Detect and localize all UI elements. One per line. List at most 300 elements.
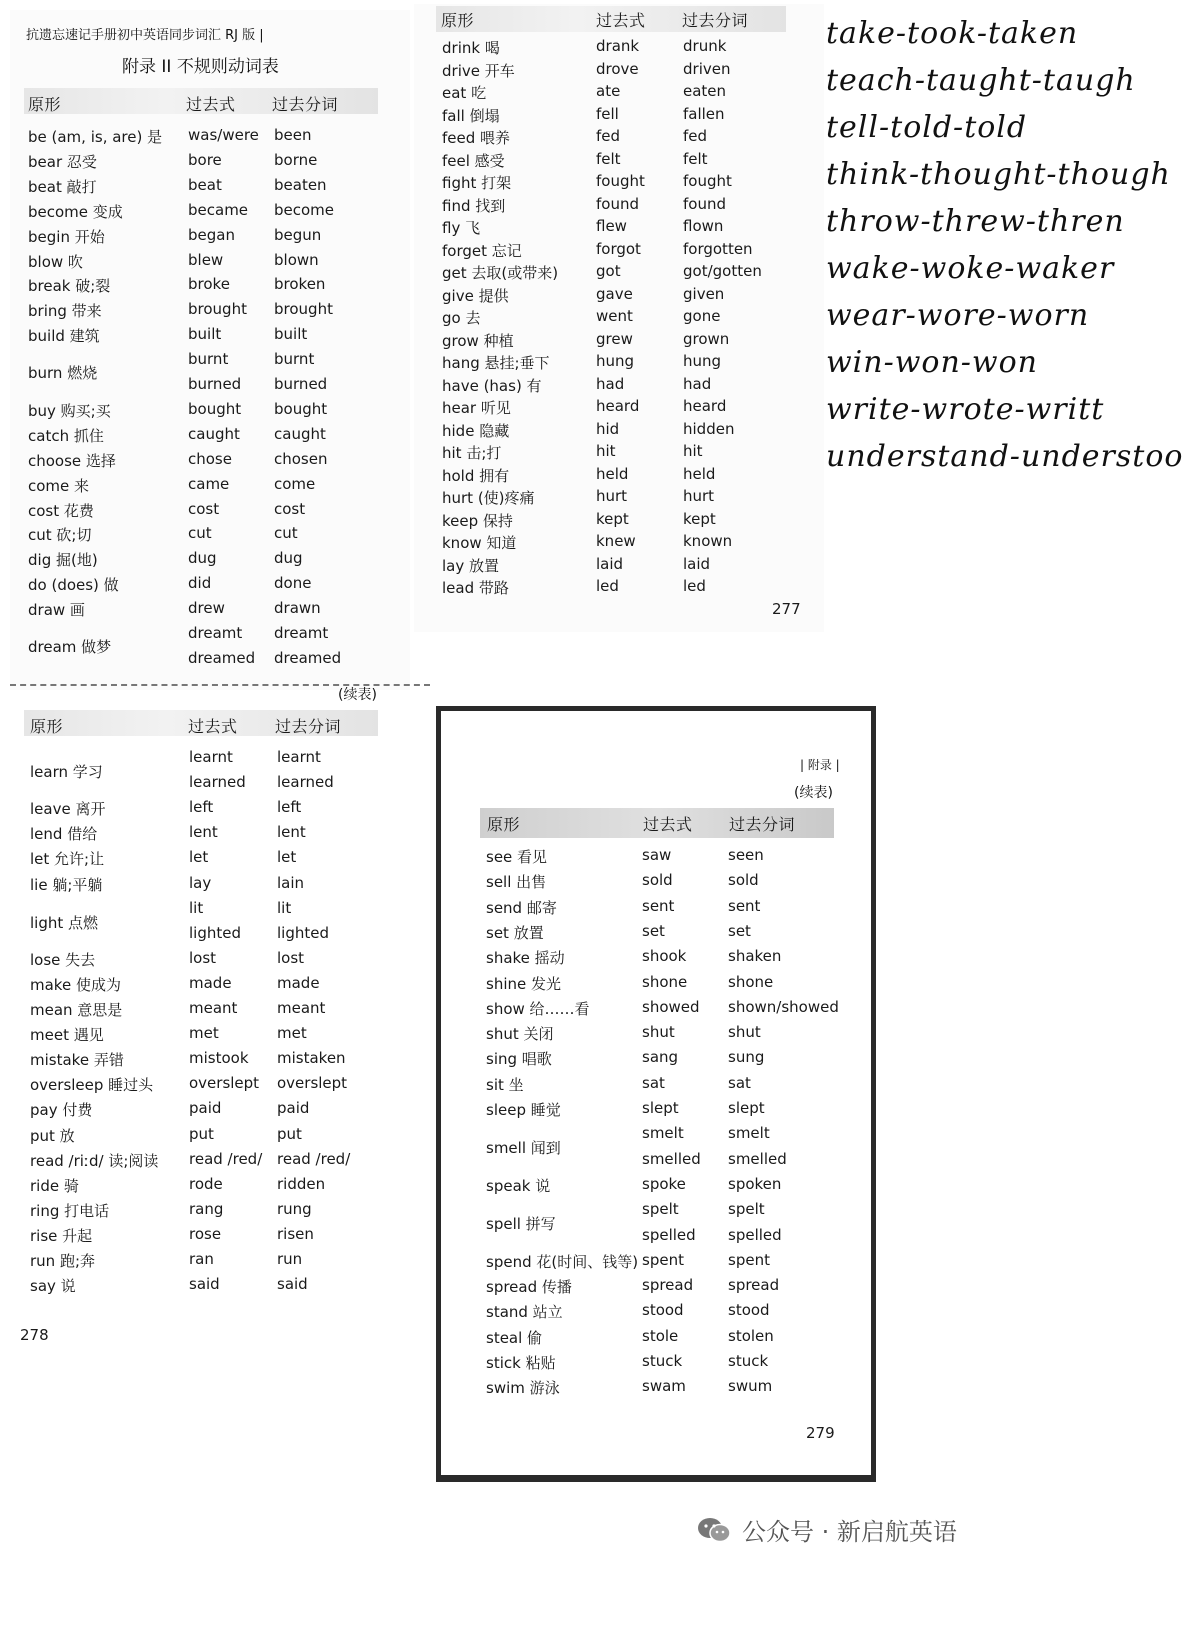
- verb-past-participle: lost: [277, 948, 305, 967]
- verb-past-participle: learnt: [277, 748, 321, 766]
- verb-base: pay 付费: [30, 1101, 93, 1120]
- col-base-label: 原形: [487, 815, 521, 834]
- verb-past-participle: spent: [728, 1250, 770, 1269]
- verb-past: lost: [189, 948, 217, 967]
- verb-past: gave: [596, 284, 633, 303]
- verb-past: lit: [189, 898, 204, 917]
- verb-base: make 使成为: [30, 975, 121, 994]
- verb-past-participle: met: [277, 1024, 307, 1043]
- verb-past-participle: meant: [277, 999, 326, 1017]
- verb-past-participle: drunk: [683, 37, 727, 55]
- verb-base: be (am, is, are) 是: [28, 128, 163, 146]
- handwritten-line: wake-woke-waker: [826, 251, 1115, 286]
- verb-base: come 来: [28, 476, 90, 495]
- verb-past-participle: broken: [274, 275, 326, 294]
- verb-past: caught: [188, 424, 240, 443]
- verb-past: broke: [188, 275, 230, 294]
- verb-past: shone: [642, 972, 688, 991]
- col-pp-label: 过去分词: [272, 95, 339, 114]
- verb-base: sell 出售: [486, 873, 547, 892]
- verb-past: paid: [189, 1099, 222, 1118]
- handwritten-line: throw-threw-thren: [826, 204, 1125, 239]
- verb-past: slept: [642, 1099, 679, 1117]
- verb-base: fight 打架: [442, 174, 512, 192]
- col-base-label: 原形: [28, 95, 62, 114]
- handwritten-line: write-wrote-writt: [826, 392, 1105, 427]
- verb-base: fall 倒塌: [442, 106, 500, 125]
- col-past-label: 过去式: [643, 815, 693, 834]
- verb-past-participle: caught: [274, 424, 326, 443]
- verb-past-participle: run: [277, 1250, 303, 1268]
- wechat-icon: [696, 1516, 732, 1544]
- verb-base: hurt (使)疼痛: [442, 489, 535, 507]
- verb-past: found: [596, 194, 639, 213]
- verb-past-participle: dreamt: [274, 624, 329, 642]
- verb-past-participle: spelt: [728, 1200, 765, 1219]
- verb-past: grew: [596, 329, 633, 348]
- verb-past: came: [188, 474, 230, 493]
- verb-past: began: [188, 225, 235, 244]
- verb-base: hit 击;打: [442, 444, 502, 462]
- verb-past-participle: given: [683, 284, 725, 303]
- col-pp-label: 过去分词: [275, 717, 342, 736]
- verb-base: sit 坐: [486, 1075, 524, 1094]
- verb-past-participle: burnt: [274, 350, 315, 369]
- verb-base: stick 粘贴: [486, 1354, 556, 1372]
- verb-past-alt: spelled: [642, 1225, 696, 1244]
- verb-past-participle: risen: [277, 1224, 314, 1243]
- page-number-279: 279: [806, 1424, 835, 1442]
- verb-past: bore: [188, 150, 222, 169]
- verb-past: learnt: [189, 748, 233, 766]
- verb-past: knew: [596, 532, 636, 550]
- verb-past-participle: cost: [274, 499, 306, 518]
- verb-past-participle: drawn: [274, 599, 321, 618]
- verb-past: lay: [189, 873, 212, 892]
- verb-past-participle: grown: [683, 329, 730, 348]
- verb-past-participle: smelt: [728, 1124, 770, 1143]
- verb-past: hid: [596, 419, 620, 438]
- verb-past-participle: flown: [683, 217, 724, 235]
- verb-past-participle: stuck: [728, 1352, 769, 1370]
- verb-base: feel 感受: [442, 151, 505, 170]
- verb-base: steal 偷: [486, 1328, 543, 1347]
- verb-past-participle: found: [683, 194, 726, 213]
- verb-past-participle: shut: [728, 1023, 761, 1042]
- handwritten-line: understand-understoo: [826, 439, 1183, 474]
- verb-past: became: [188, 200, 249, 219]
- verb-base: shine 发光: [486, 974, 561, 993]
- verb-past: hung: [596, 352, 635, 370]
- verb-past-participle-alt: smelled: [728, 1149, 787, 1168]
- verb-past: dug: [188, 549, 217, 568]
- verb-past: sang: [642, 1048, 679, 1067]
- verb-base: choose 选择: [28, 451, 116, 470]
- verb-base: know 知道: [442, 534, 517, 552]
- verb-past: chose: [188, 449, 232, 468]
- verb-past-participle: sent: [728, 896, 761, 915]
- verb-past: shook: [642, 947, 687, 966]
- verb-base: buy 购买;买: [28, 401, 111, 420]
- verb-past-participle: seen: [728, 846, 764, 864]
- verb-past-participle: known: [683, 532, 733, 550]
- col-pp-label: 过去分词: [729, 815, 796, 834]
- verb-past: read /red/: [189, 1149, 263, 1168]
- verb-base: spell 拼写: [486, 1215, 556, 1234]
- verb-base: bring 带来: [28, 302, 102, 321]
- verb-past-participle: hung: [683, 352, 722, 370]
- verb-past: saw: [642, 846, 672, 864]
- verb-past-alt: smelled: [642, 1149, 701, 1168]
- verb-past: dreamt: [188, 624, 243, 642]
- verb-past-participle-alt: burned: [274, 375, 328, 393]
- verb-base: send 邮寄: [486, 898, 557, 917]
- verb-base: become 变成: [28, 202, 123, 221]
- verb-base: let 允许;让: [30, 850, 105, 869]
- verb-base: dream 做梦: [28, 638, 112, 656]
- verb-base: hang 悬挂;垂下: [442, 354, 550, 372]
- verb-past: fought: [596, 172, 645, 190]
- verb-past-participle: overslept: [277, 1074, 348, 1093]
- verb-past-participle: spread: [728, 1276, 780, 1295]
- verb-base: forget 忘记: [442, 241, 522, 260]
- appendix-title: 附录 II 不规则动词表: [122, 57, 279, 77]
- verb-past-participle: set: [728, 921, 751, 940]
- verb-past: got: [596, 262, 621, 280]
- verb-past-participle: mistaken: [277, 1049, 346, 1068]
- verb-past: left: [189, 798, 214, 817]
- verb-base: meet 遇见: [30, 1026, 104, 1045]
- verb-base: lend 借给: [30, 825, 98, 844]
- handwritten-line: wear-wore-worn: [826, 298, 1090, 333]
- verb-base: get 去取(或带来): [442, 264, 559, 282]
- verb-past: felt: [596, 149, 621, 168]
- verb-base: ring 打电话: [30, 1201, 110, 1220]
- verb-base: run 跑;奔: [30, 1252, 96, 1270]
- verb-base: catch 抓住: [28, 426, 104, 445]
- handwritten-line: win-won-won: [826, 345, 1038, 380]
- verb-base: drink 喝: [442, 39, 500, 57]
- verb-base: give 提供: [442, 286, 509, 305]
- verb-past: ate: [596, 82, 621, 100]
- verb-past-participle: had: [683, 374, 712, 393]
- verb-base: hold 拥有: [442, 466, 510, 485]
- verb-past: bought: [188, 399, 242, 418]
- verb-base: find 找到: [442, 196, 506, 215]
- verb-past: put: [189, 1124, 214, 1143]
- verb-past: let: [189, 848, 209, 867]
- verb-past-participle: sat: [728, 1073, 751, 1092]
- verb-past-participle: stood: [728, 1301, 770, 1320]
- verb-base: light 点燃: [30, 913, 99, 932]
- verb-base: shut 关闭: [486, 1025, 554, 1044]
- verb-past: forgot: [596, 239, 641, 258]
- verb-past-participle: said: [277, 1275, 308, 1294]
- verb-past: stuck: [642, 1352, 683, 1370]
- verb-past-participle: lain: [277, 873, 305, 892]
- verb-base: feed 喂养: [442, 129, 511, 147]
- verb-past-participle: stolen: [728, 1326, 774, 1345]
- verb-past-alt: burned: [188, 375, 242, 393]
- verb-past-participle: let: [277, 848, 297, 867]
- verb-base: burn 燃烧: [28, 364, 98, 383]
- verb-past: brought: [188, 300, 247, 319]
- verb-past-participle: fought: [683, 172, 732, 190]
- verb-past-participle: fallen: [683, 104, 725, 123]
- verb-past: smelt: [642, 1124, 684, 1143]
- verb-past: lent: [189, 823, 218, 842]
- verb-past-participle: hidden: [683, 419, 735, 438]
- col-base-label: 原形: [441, 11, 475, 30]
- verb-past-participle: ridden: [277, 1174, 326, 1193]
- verb-past-participle-alt: learned: [277, 773, 334, 792]
- verb-past: met: [189, 1024, 219, 1043]
- verb-base: swim 游泳: [486, 1379, 560, 1398]
- verb-base: speak 说: [486, 1176, 551, 1195]
- verb-past-participle: put: [277, 1124, 302, 1143]
- verb-past-participle: lit: [277, 898, 292, 917]
- verb-past: cut: [188, 524, 212, 543]
- verb-base: shake 摇动: [486, 949, 565, 968]
- verb-past-participle: blown: [274, 250, 319, 269]
- verb-past: hurt: [596, 487, 628, 505]
- verb-past: made: [189, 973, 232, 992]
- verb-past: laid: [596, 554, 624, 573]
- page-number-278: 278: [20, 1326, 49, 1344]
- verb-base: leave 离开: [30, 800, 106, 819]
- verb-past-participle: beaten: [274, 175, 327, 194]
- verb-past-participle: spoken: [728, 1174, 782, 1193]
- verb-past: burnt: [188, 350, 229, 369]
- verb-past-participle: hurt: [683, 487, 715, 505]
- verb-past: drove: [596, 59, 639, 78]
- verb-base: oversleep 睡过头: [30, 1076, 154, 1095]
- verb-base: hide 隐藏: [442, 421, 510, 440]
- verb-past: showed: [642, 997, 700, 1016]
- verb-base: cost 花费: [28, 501, 94, 520]
- verb-past-participle: got/gotten: [683, 262, 762, 280]
- verb-base: grow 种植: [442, 331, 514, 350]
- verb-past: sent: [642, 896, 675, 915]
- verb-past: overslept: [189, 1074, 260, 1093]
- watermark: [696, 1512, 957, 1547]
- handwritten-line: take-took-taken: [826, 16, 1079, 51]
- verb-past: ran: [189, 1250, 214, 1268]
- page-number-277: 277: [772, 600, 801, 618]
- verb-past-participle: dug: [274, 549, 303, 568]
- verb-past: drew: [188, 599, 225, 618]
- verb-base: learn 学习: [30, 763, 103, 781]
- verb-past-alt: learned: [189, 773, 246, 792]
- verb-past-participle: built: [274, 325, 308, 344]
- verb-base: build 建筑: [28, 327, 100, 346]
- verb-base: lie 躺;平躺: [30, 875, 103, 894]
- col-pp-label: 过去分词: [682, 11, 749, 30]
- verb-past: stood: [642, 1301, 684, 1320]
- verb-past: fed: [596, 127, 621, 145]
- verb-base: bear 忍受: [28, 152, 97, 171]
- verb-base: go 去: [442, 309, 481, 327]
- verb-past-participle: cut: [274, 524, 298, 543]
- verb-past: rode: [189, 1174, 223, 1193]
- verb-past-participle: shone: [728, 972, 774, 991]
- verb-base: have (has) 有: [442, 376, 542, 395]
- verb-base: say 说: [30, 1277, 76, 1296]
- verb-past-participle: driven: [683, 59, 731, 78]
- verb-past-participle: fed: [683, 127, 708, 145]
- verb-past: mistook: [189, 1049, 249, 1068]
- verb-past: blew: [188, 250, 224, 269]
- verb-past: heard: [596, 397, 640, 415]
- handwritten-line: tell-told-told: [826, 110, 1028, 145]
- verb-past-participle: made: [277, 973, 320, 992]
- verb-past-participle-alt: lighted: [277, 923, 329, 942]
- verb-base: keep 保持: [442, 511, 513, 530]
- verb-base: draw 画: [28, 601, 85, 620]
- verb-base: mistake 弄错: [30, 1051, 124, 1070]
- verb-past: drank: [596, 37, 640, 55]
- verb-past-participle: borne: [274, 150, 318, 169]
- verb-past: was/were: [188, 126, 259, 144]
- watermark-text: 公众号 · 新启航英语: [742, 1518, 957, 1546]
- verb-past: beat: [188, 175, 222, 194]
- verb-past-participle: rung: [277, 1199, 312, 1218]
- verb-base: see 看见: [486, 848, 548, 866]
- verb-base: hear 听见: [442, 399, 511, 417]
- verb-past-participle: heard: [683, 397, 727, 415]
- verb-base: blow 吹: [28, 252, 83, 271]
- verb-past-participle: become: [274, 200, 335, 219]
- verb-past: swam: [642, 1377, 686, 1396]
- verb-base: set 放置: [486, 923, 544, 942]
- verb-base: read /riːd/ 读;阅读: [30, 1151, 159, 1170]
- verb-past: built: [188, 325, 222, 344]
- verb-base: ride 骑: [30, 1176, 79, 1195]
- verb-past-participle: lent: [277, 823, 306, 842]
- verb-past-participle: sung: [728, 1048, 765, 1067]
- verb-base: lose 失去: [30, 950, 96, 969]
- verb-past: said: [189, 1275, 220, 1294]
- verb-past-participle: been: [274, 126, 312, 144]
- verb-past: held: [596, 464, 629, 483]
- continued-label: (续表): [338, 687, 377, 703]
- col-base-label: 原形: [30, 717, 64, 736]
- verb-past-participle: shown/showed: [728, 997, 839, 1016]
- verb-base: lay 放置: [442, 556, 500, 575]
- verb-past: set: [642, 921, 665, 940]
- verb-past-participle: come: [274, 474, 316, 493]
- verb-base: begin 开始: [28, 227, 105, 246]
- verb-past-alt: dreamed: [188, 648, 256, 667]
- verb-past-participle: felt: [683, 149, 708, 168]
- verb-base: show 给……看: [486, 999, 590, 1018]
- verb-past: meant: [189, 999, 238, 1017]
- continued-label: (续表): [794, 785, 833, 801]
- verb-base: fly 飞: [442, 219, 481, 237]
- verb-past: stole: [642, 1326, 679, 1345]
- verb-past-participle: swum: [728, 1377, 773, 1396]
- verb-past-participle: bought: [274, 399, 328, 418]
- verb-base: break 破;裂: [28, 277, 111, 296]
- verb-past-participle: paid: [277, 1099, 310, 1118]
- verb-base: mean 意思是: [30, 1001, 123, 1019]
- verb-past-participle: sold: [728, 871, 759, 890]
- verb-past-participle-alt: spelled: [728, 1225, 782, 1244]
- verb-base: put 放: [30, 1126, 75, 1145]
- verb-base: spend 花(时间、钱等): [486, 1252, 639, 1271]
- verb-base: stand 站立: [486, 1303, 563, 1322]
- verb-past-participle: hit: [683, 442, 703, 460]
- verb-past: spelt: [642, 1200, 679, 1219]
- verb-past: led: [596, 577, 619, 595]
- handwritten-line: teach-taught-taugh: [826, 63, 1136, 98]
- verb-past: shut: [642, 1023, 675, 1042]
- verb-past: fell: [596, 104, 619, 123]
- verb-past: flew: [596, 217, 627, 235]
- verb-past-participle: forgotten: [683, 239, 753, 258]
- verb-past: kept: [596, 509, 629, 528]
- verb-base: rise 升起: [30, 1226, 93, 1245]
- verb-past-participle: done: [274, 574, 312, 593]
- verb-past: did: [188, 574, 212, 593]
- verb-base: drive 开车: [442, 61, 515, 80]
- verb-base: lead 带路: [442, 579, 509, 597]
- verb-past: rose: [189, 1224, 222, 1243]
- appendix-label: | 附录 |: [800, 758, 840, 772]
- verb-past: went: [596, 307, 633, 325]
- verb-past: spoke: [642, 1174, 686, 1193]
- col-past-label: 过去式: [596, 11, 646, 30]
- verb-past-participle-alt: dreamed: [274, 648, 342, 667]
- verb-past: rang: [189, 1199, 224, 1218]
- verb-base: spread 传播: [486, 1278, 572, 1297]
- verb-past-alt: lighted: [189, 923, 241, 942]
- verb-past: sold: [642, 871, 673, 890]
- verb-base: sing 唱歌: [486, 1050, 552, 1069]
- verb-past-participle: slept: [728, 1099, 765, 1117]
- verb-past: hit: [596, 442, 616, 460]
- verb-past: sat: [642, 1073, 665, 1092]
- verb-past-participle: chosen: [274, 449, 328, 468]
- verb-past-participle: shaken: [728, 947, 782, 966]
- verb-past: spread: [642, 1276, 694, 1295]
- verb-base: eat 吃: [442, 84, 487, 102]
- verb-past-participle: held: [683, 464, 716, 483]
- verb-base: smell 闻到: [486, 1139, 561, 1158]
- verb-past: had: [596, 374, 625, 393]
- verb-past-participle: eaten: [683, 82, 727, 100]
- verb-past: cost: [188, 499, 220, 518]
- verb-past-participle: gone: [683, 307, 721, 325]
- verb-past-participle: laid: [683, 554, 711, 573]
- handwritten-line: think-thought-though: [826, 157, 1171, 192]
- page-header: 抗遗忘速记手册初中英语同步词汇 RJ 版 |: [26, 28, 264, 43]
- verb-base: sleep 睡觉: [486, 1101, 561, 1119]
- verb-past-participle: brought: [274, 300, 333, 319]
- col-past-label: 过去式: [188, 717, 238, 736]
- verb-past: spent: [642, 1250, 684, 1269]
- col-past-label: 过去式: [186, 95, 236, 114]
- verb-base: dig 掘(地): [28, 551, 98, 570]
- verb-past-participle: kept: [683, 509, 716, 528]
- verb-past-participle: read /red/: [277, 1149, 351, 1168]
- verb-past-participle: begun: [274, 225, 322, 244]
- verb-base: do (does) 做: [28, 576, 119, 595]
- verb-past-participle: left: [277, 798, 302, 817]
- verb-base: beat 敲打: [28, 177, 97, 196]
- verb-base: cut 砍;切: [28, 526, 92, 545]
- verb-past-participle: led: [683, 577, 706, 595]
